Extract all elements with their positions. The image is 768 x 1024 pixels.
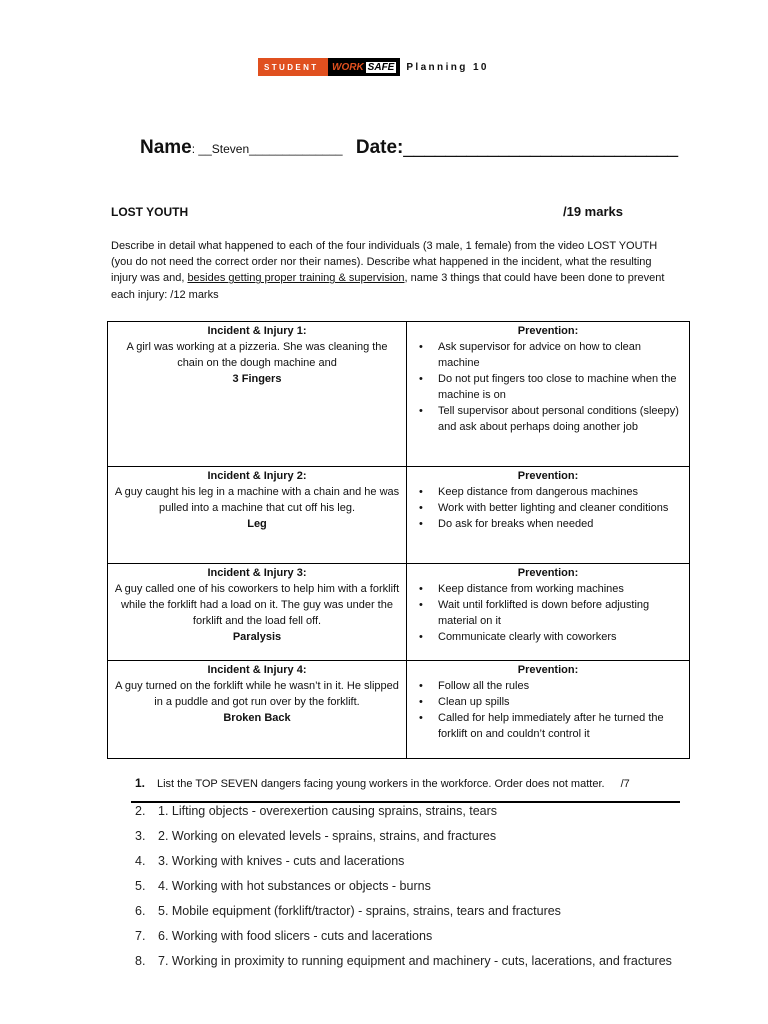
incident-description: A girl was working at a pizzeria. She was cleaning the chain on the dough machine and (126, 341, 388, 369)
prevention-cell (407, 661, 690, 759)
name-date-row (140, 137, 678, 159)
prevention-item: • Clean up spills (413, 694, 683, 710)
answer-number: 8. (135, 954, 146, 968)
instructions-text-2: , name 3 things that could have been done to prevent each injury: /12 marks (111, 272, 665, 301)
incident-cell (108, 467, 407, 564)
incident-injury: Leg (247, 518, 267, 530)
answer-text: 3. Working with knives - cuts and lacerations (158, 854, 405, 868)
answer-item (135, 879, 680, 894)
question-number: 1. (135, 776, 146, 790)
course-name: Planning 10 (406, 61, 489, 73)
incident-row (108, 322, 690, 467)
incident-cell (108, 322, 407, 467)
incident-cell (108, 661, 407, 759)
prevention-title: Prevention: (517, 567, 579, 579)
answer-number: 6. (135, 904, 146, 918)
assignment-marks: /19 marks (563, 204, 623, 219)
prevention-item: • Do not put fingers too close to machine when the machine is on (413, 371, 683, 403)
question-1 (135, 776, 630, 790)
answer-number: 4. (135, 854, 146, 868)
prevention-item: • Tell supervisor about personal conditions (sleepy) and ask about perhaps doing another job (413, 403, 683, 435)
question-points: /7 (620, 778, 630, 790)
incident-row (108, 661, 690, 759)
prevention-title: Prevention: (517, 325, 579, 337)
prevention-item: • Called for help immediately after he turned the forklift on and couldn’t control it (413, 710, 683, 742)
prevention-item: • Communicate clearly with coworkers (413, 629, 683, 645)
incident-title: Incident & Injury 2: (207, 470, 307, 482)
answer-item (135, 829, 680, 844)
answer-item (135, 954, 680, 969)
assignment-title: LOST YOUTH (111, 205, 189, 219)
prevention-title: Prevention: (517, 664, 579, 676)
instructions-text-1: Describe in detail what happened to each of the four individuals (3 male, 1 female) from the video LOST YOUTH (you do not need the correct order nor their names). Describe what happened in the incident, what the resulting injury was and, (111, 240, 658, 285)
name-line: ______________ (249, 142, 343, 156)
prevention-item: • Do ask for breaks when needed (413, 516, 683, 532)
incident-title: Incident & Injury 3: (207, 567, 307, 579)
instructions-underlined: besides getting proper training & supervision (187, 272, 405, 285)
prevention-cell (407, 467, 690, 564)
incident-title: Incident & Injury 4: (207, 664, 307, 676)
answer-number: 5. (135, 879, 146, 893)
prevention-item: • Keep distance from dangerous machines (413, 484, 683, 500)
prevention-title: Prevention: (517, 470, 579, 482)
name-label: Name (140, 137, 192, 158)
name-field[interactable]: Steven (211, 142, 250, 156)
answer-text: 6. Working with food slicers - cuts and lacerations (158, 929, 433, 943)
prevention-cell (407, 564, 690, 661)
instructions (111, 238, 671, 303)
answer-text: 4. Working with hot substances or objects - burns (158, 879, 431, 893)
prevention-list (413, 339, 683, 435)
incident-cell (108, 564, 407, 661)
prevention-item: • Work with better lighting and cleaner conditions (413, 500, 683, 516)
answer-text: 2. Working on elevated levels - sprains, strains, and fractures (158, 829, 497, 843)
prevention-item: • Wait until forklifted is down before adjusting material on it (413, 597, 683, 629)
answer-text: 5. Mobile equipment (forklift/tractor) - sprains, strains, tears and fractures (158, 904, 561, 918)
logo-student: STUDENT (258, 58, 328, 76)
logo-worksafe (328, 58, 400, 76)
date-label: Date: (355, 137, 404, 158)
answer-text: 1. Lifting objects - overexertion causing sprains, strains, tears (158, 804, 498, 818)
prevention-item: • Ask supervisor for advice on how to clean machine (413, 339, 683, 371)
answer-item (135, 904, 680, 919)
question-text: List the TOP SEVEN dangers facing young workers in the workforce. Order does not matter. (157, 778, 605, 790)
name-prefix: : __ (191, 142, 212, 156)
answer-text: 7. Working in proximity to running equipment and machinery - cuts, lacerations, and fractures (158, 954, 672, 968)
answer-item (135, 804, 680, 819)
incident-description: A guy called one of his coworkers to help him with a forklift while the forklift had a load on it. The guy was under the forklift and the load fell off. (114, 583, 400, 627)
prevention-item: • Follow all the rules (413, 678, 683, 694)
incident-row (108, 467, 690, 564)
studentworksafe-logo (258, 58, 489, 76)
answer-number: 2. (135, 804, 146, 818)
date-field[interactable]: __________________________ (403, 137, 679, 158)
incident-injury: Broken Back (223, 712, 291, 724)
answer-number: 7. (135, 929, 146, 943)
incident-description: A guy caught his leg in a machine with a chain and he was pulled into a machine that cut off his leg. (114, 486, 400, 514)
answer-number: 3. (135, 829, 146, 843)
incident-table (107, 321, 690, 759)
logo-safe: SAFE (367, 61, 395, 73)
incident-description: A guy turned on the forklift while he wasn’t in it. He slipped in a puddle and got run over by the forklift. (115, 680, 399, 708)
answer-divider (131, 801, 680, 803)
answer-item (135, 854, 680, 869)
prevention-list (413, 581, 683, 645)
incident-injury: 3 Fingers (232, 373, 282, 385)
prevention-item: • Keep distance from working machines (413, 581, 683, 597)
incident-title: Incident & Injury 1: (207, 325, 307, 337)
prevention-list (413, 484, 683, 532)
prevention-list (413, 678, 683, 742)
logo-work: WORK (332, 61, 364, 73)
answer-list (135, 804, 680, 969)
incident-injury: Paralysis (232, 631, 282, 643)
incident-row (108, 564, 690, 661)
prevention-cell (407, 322, 690, 467)
answer-item (135, 929, 680, 944)
